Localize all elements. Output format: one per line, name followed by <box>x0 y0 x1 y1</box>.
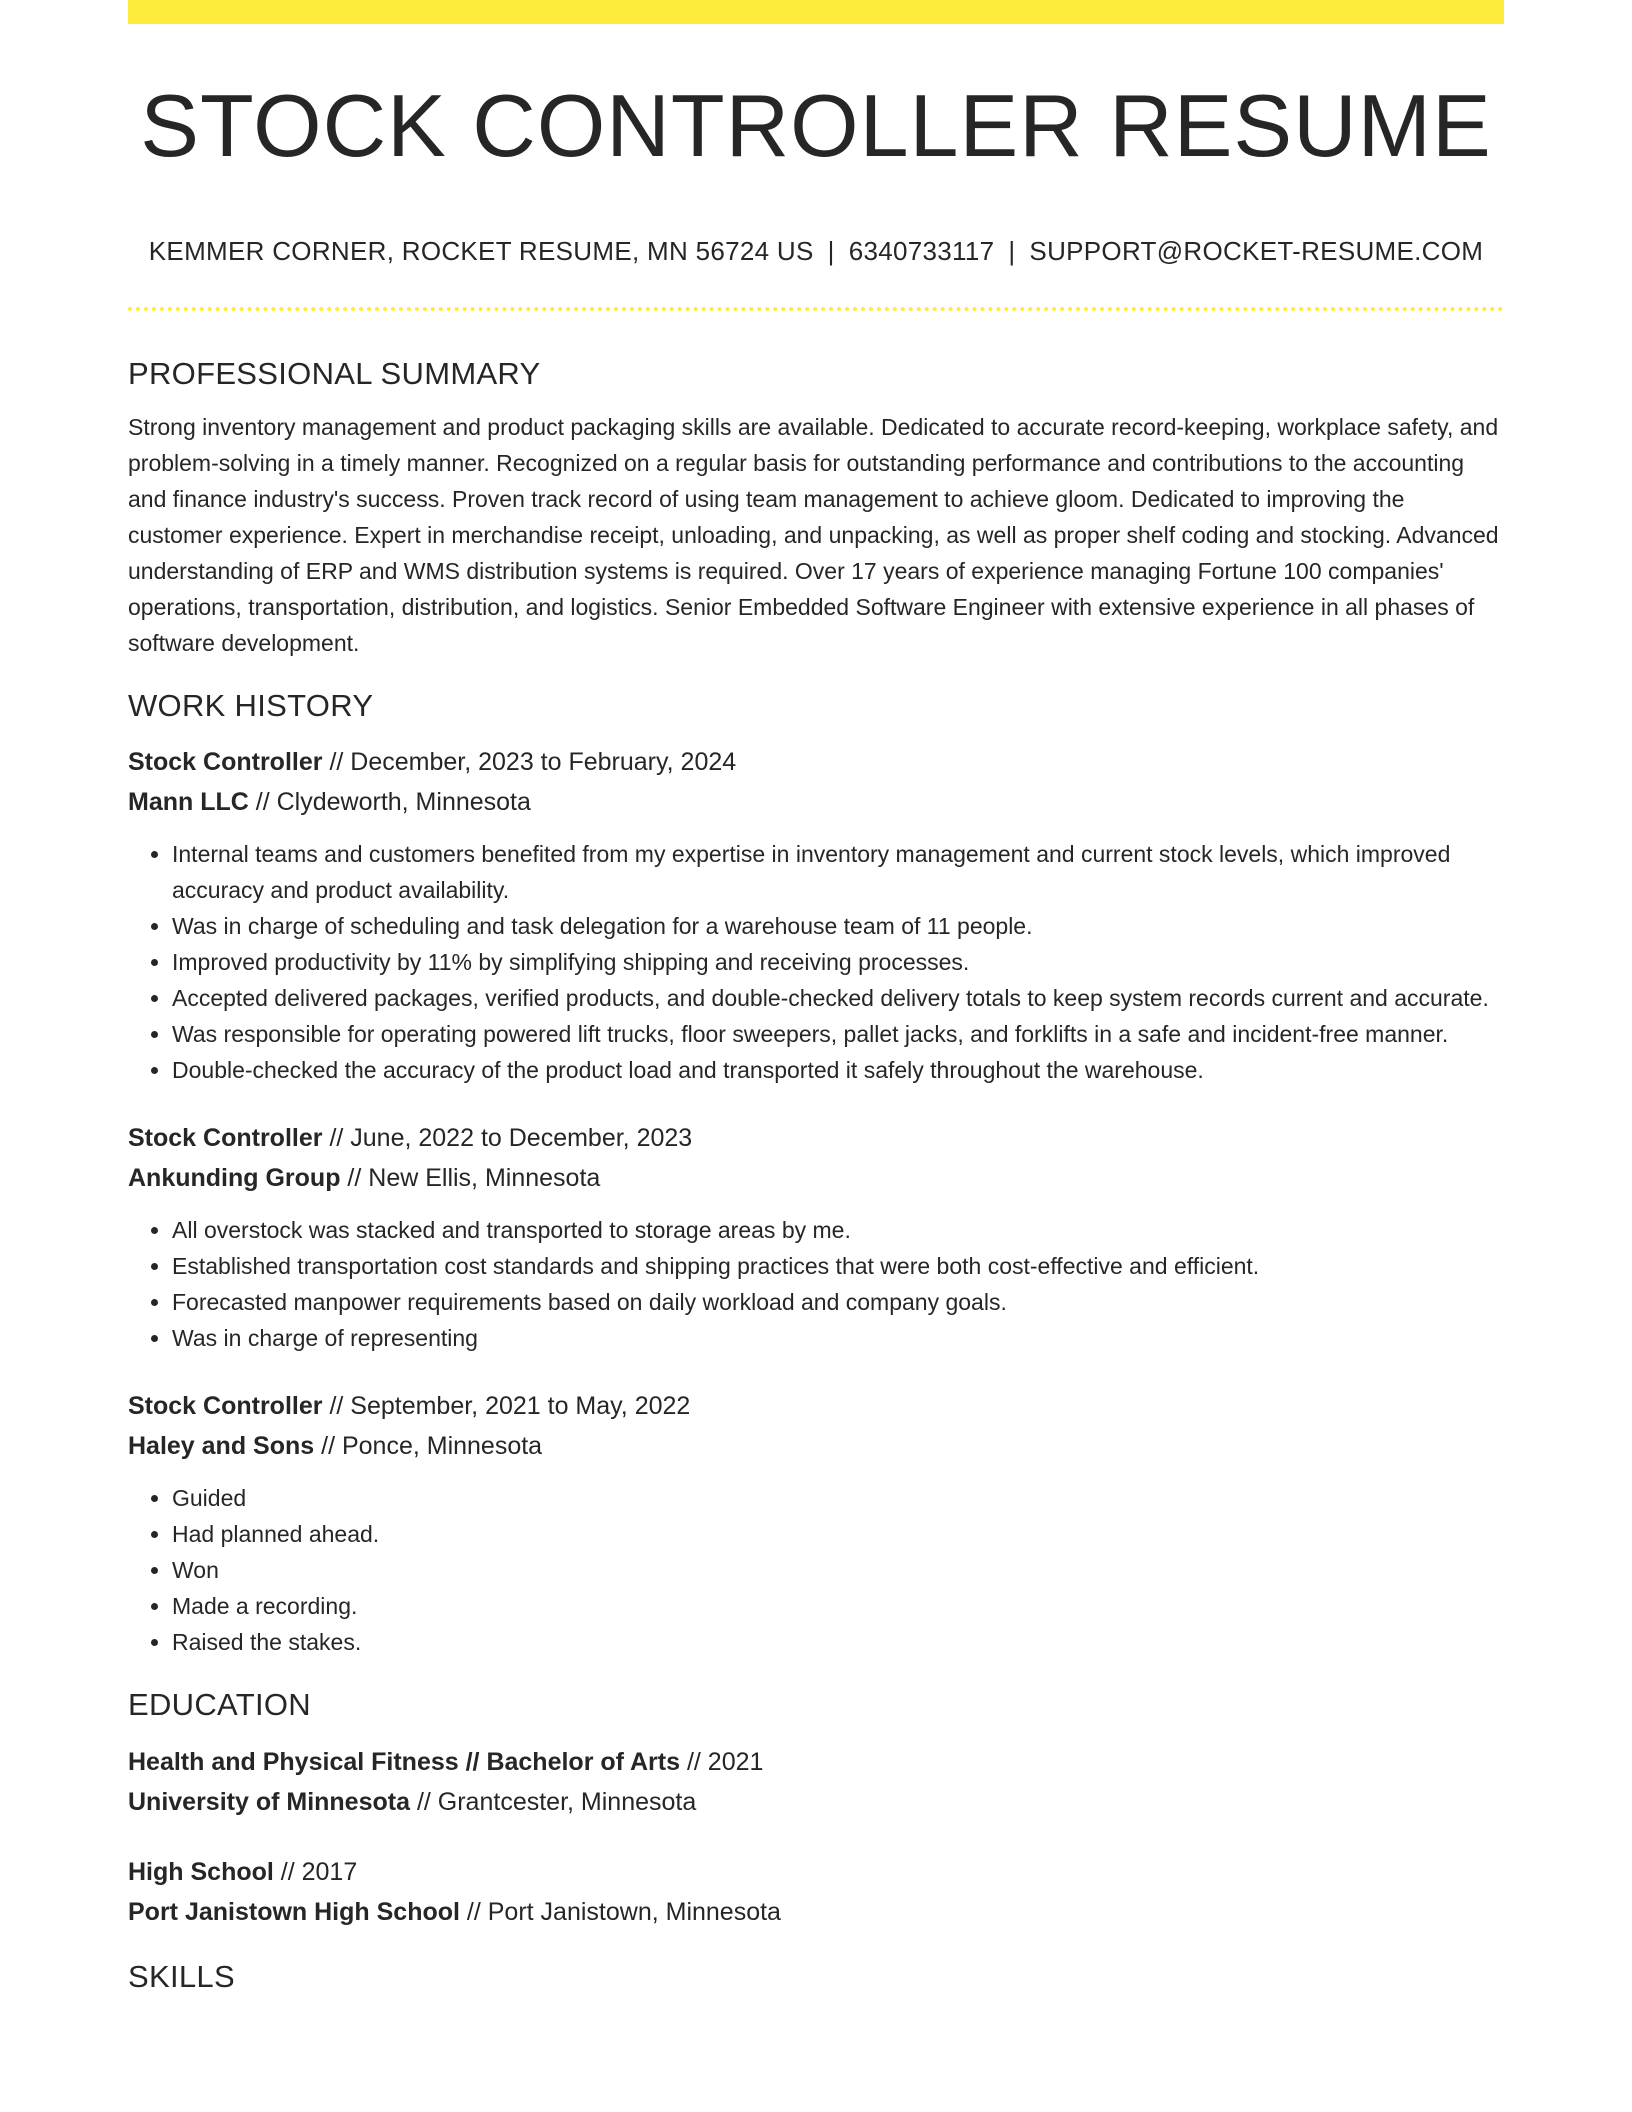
education-entry <box>128 1852 1504 1932</box>
degree-line <box>128 1852 1504 1892</box>
degree-name: Health and Physical Fitness // Bachelor of Arts <box>128 1747 681 1776</box>
job-bullets <box>128 836 1504 1088</box>
list-item: • Was in charge of scheduling and task delegation for a warehouse team of 11 people. <box>172 908 1504 944</box>
list-item: • Raised the stakes. <box>172 1624 1504 1660</box>
job-title-line <box>128 742 1504 782</box>
list-item: • Established transportation cost standards and shipping practices that were both cost-effective and efficient. <box>172 1248 1504 1284</box>
school-location: // Grantcester, Minnesota <box>416 1787 697 1816</box>
contact-separator: | <box>1008 236 1016 266</box>
job-bullets <box>128 1480 1504 1660</box>
job-title: Stock Controller <box>128 1392 323 1421</box>
resume-title: STOCK CONTROLLER RESUME <box>140 76 1492 175</box>
list-item: • Accepted delivered packages, verified products, and double-checked delivery totals to keep system records current and accurate. <box>172 980 1504 1016</box>
job-location: // New Ellis, Minnesota <box>347 1164 601 1193</box>
job-title: Stock Controller <box>128 748 323 777</box>
list-item: • Internal teams and customers benefited from my expertise in inventory management and current stock levels, which improved accuracy and product availability. <box>172 836 1504 908</box>
job-company: Ankunding Group <box>128 1164 341 1193</box>
job-bullets <box>128 1212 1504 1356</box>
school-location: // Port Janistown, Minnesota <box>466 1897 781 1926</box>
list-item: • Made a recording. <box>172 1588 1504 1624</box>
degree-year: // 2021 <box>686 1747 764 1776</box>
list-item: • All overstock was stacked and transported to storage areas by me. <box>172 1212 1504 1248</box>
summary-heading: PROFESSIONAL SUMMARY <box>128 356 541 391</box>
school-line <box>128 1892 1504 1932</box>
list-item: • Was responsible for operating powered lift trucks, floor sweepers, pallet jacks, and forklifts in a safe and incident-free manner. <box>172 1016 1504 1052</box>
job-dates: // December, 2023 to February, 2024 <box>329 748 737 777</box>
job-location: // Clydeworth, Minnesota <box>255 788 531 817</box>
job-dates: // June, 2022 to December, 2023 <box>329 1124 693 1153</box>
job-company-line <box>128 1426 1504 1466</box>
contact-separator: | <box>827 236 835 266</box>
job-entry <box>128 742 1504 1088</box>
job-location: // Ponce, Minnesota <box>321 1432 543 1461</box>
job-company-line <box>128 1158 1504 1198</box>
list-item: • Improved productivity by 11% by simplifying shipping and receiving processes. <box>172 944 1504 980</box>
list-item: • Forecasted manpower requirements based on daily workload and company goals. <box>172 1284 1504 1320</box>
job-entry <box>128 1386 1504 1660</box>
school-name: Port Janistown High School <box>128 1897 460 1926</box>
summary-text: Strong inventory management and product packaging skills are available. Dedicated to accurate record-keeping, workplace safety, and problem-solving in a timely manner. Recognized on a regular basis for outstanding performance and contributions to the accounting and finance industry's success. Proven track record of using team management to achieve gloom. Dedicated to improving the customer experience. Expert in merchandise receipt, unloading, and unpacking, as well as proper shelf coding and stocking. Advanced understanding of ERP and WMS distribution systems is required. Over 17 years of experience managing Fortune 100 companies' operations, transportation, distribution, and logistics. Senior Embedded Software Engineer with extensive experience in all phases of software development. <box>128 414 1499 657</box>
contact-line <box>128 236 1504 267</box>
job-company-line <box>128 782 1504 822</box>
job-title-line <box>128 1118 1504 1158</box>
job-company: Mann LLC <box>128 788 249 817</box>
degree-year: // 2017 <box>280 1857 358 1886</box>
job-company: Haley and Sons <box>128 1432 315 1461</box>
skills-heading: SKILLS <box>128 1958 235 1994</box>
resume-page <box>128 0 1504 1995</box>
contact-address: KEMMER CORNER, ROCKET RESUME, MN 56724 US <box>148 236 814 266</box>
dotted-divider <box>128 307 1504 311</box>
work-history-heading: WORK HISTORY <box>128 688 374 724</box>
contact-phone: 6340733117 <box>848 236 995 266</box>
contact-email: SUPPORT@ROCKET-RESUME.COM <box>1029 236 1484 266</box>
degree-line <box>128 1742 1504 1782</box>
list-item: • Guided <box>172 1480 1504 1516</box>
education-heading: EDUCATION <box>128 1687 311 1723</box>
list-item: • Had planned ahead. <box>172 1516 1504 1552</box>
job-dates: // September, 2021 to May, 2022 <box>329 1392 691 1421</box>
school-line <box>128 1782 1504 1822</box>
school-name: University of Minnesota <box>128 1787 410 1816</box>
job-entry <box>128 1118 1504 1356</box>
degree-name: High School <box>128 1857 274 1886</box>
list-item: • Won <box>172 1552 1504 1588</box>
job-title-line <box>128 1386 1504 1426</box>
top-accent-bar <box>128 0 1504 24</box>
job-title: Stock Controller <box>128 1124 323 1153</box>
list-item: • Double-checked the accuracy of the product load and transported it safely throughout the warehouse. <box>172 1052 1504 1088</box>
education-entry <box>128 1742 1504 1822</box>
list-item: • Was in charge of representing <box>172 1320 1504 1356</box>
